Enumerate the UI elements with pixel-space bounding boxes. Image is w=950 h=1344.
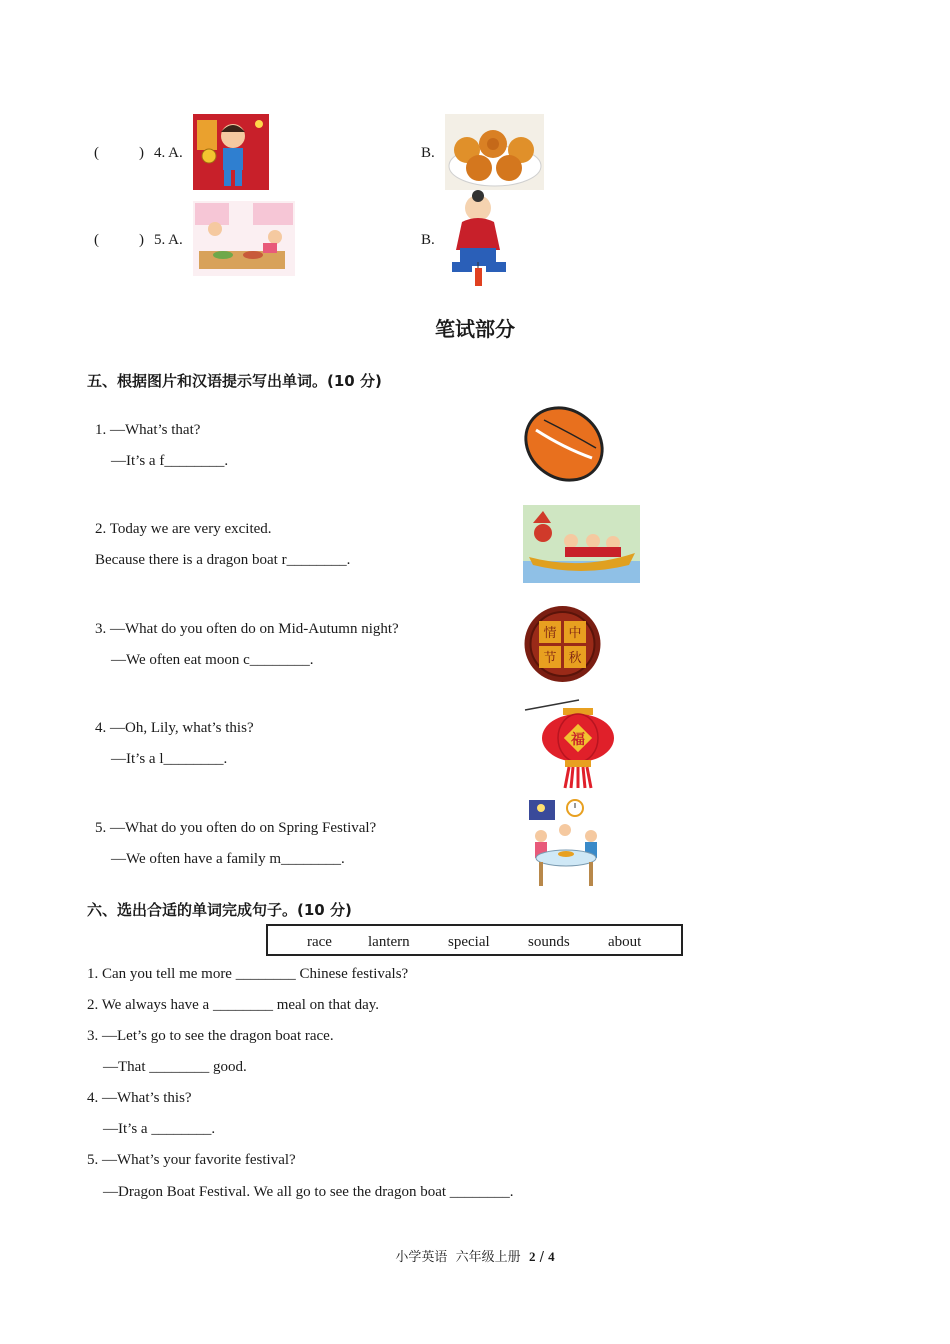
p6-line-1: 1. Can you tell me more ________ Chinese festivals? [87, 966, 409, 982]
dragon-boat-image[interactable] [523, 505, 640, 583]
p5-q1-line1: 1. —What’s that? [95, 422, 201, 438]
word-bank-lantern: lantern [368, 934, 410, 950]
part5-heading: 五、根据图片和汉语提示写出单词。(10 分) [87, 372, 382, 390]
p5-q4-line1: 4. —Oh, Lily, what’s this? [95, 720, 254, 736]
word-bank-sounds: sounds [528, 934, 570, 950]
page-footer [0, 1246, 950, 1265]
footer-subject: 小学英语 [395, 1250, 448, 1265]
p5-q5-line2: —We often have a family m________. [111, 851, 345, 867]
p6-line-2: 2. We always have a ________ meal on that day. [87, 997, 380, 1013]
p6-line-8: —Dragon Boat Festival. We all go to see the dragon boat ________. [103, 1184, 514, 1200]
q5-label-b: B. [421, 232, 435, 248]
p5-q2-line2: Because there is a dragon boat r________. [95, 552, 351, 568]
boy-firecracker-image[interactable] [442, 188, 515, 290]
q4-bracket-open: ( [94, 145, 99, 161]
p6-line-3: 3. —Let’s go to see the dragon boat race. [87, 1028, 334, 1044]
p5-q5-line1: 5. —What do you often do on Spring Festival? [95, 820, 377, 836]
q4-bracket-close: ) [139, 145, 144, 161]
p5-q3-line1: 3. —What do you often do on Mid-Autumn night? [95, 621, 399, 637]
p5-q4-line2: —It’s a l________. [111, 751, 228, 767]
mooncake-char-1: 情 [543, 626, 557, 641]
mooncake-char-4: 秋 [568, 651, 582, 666]
p5-q2-line1: 2. Today we are very excited. [95, 521, 272, 537]
q4-label-a: 4. A. [154, 145, 183, 161]
part6-heading: 六、选出合适的单词完成句子。(10 分) [87, 901, 352, 919]
family-meal-image[interactable] [525, 796, 607, 892]
p6-line-5: 4. —What’s this? [87, 1090, 192, 1106]
q5-label-a: 5. A. [154, 232, 183, 248]
footer-sep: / [539, 1250, 544, 1265]
q5-bracket-open: ( [94, 232, 99, 248]
mooncake-image[interactable] [523, 604, 602, 684]
q5-bracket-close: ) [139, 232, 144, 248]
p6-line-6: —It’s a ________. [103, 1121, 216, 1137]
mooncakes-plate-image[interactable] [445, 114, 544, 190]
q4-label-b: B. [421, 145, 435, 161]
word-bank-about: about [608, 934, 642, 950]
word-bank-box [266, 924, 683, 956]
footer-page: 2 [528, 1249, 536, 1264]
mooncake-char-2: 中 [568, 626, 582, 641]
p5-q1-line2: —It’s a f________. [111, 453, 229, 469]
word-bank-special: special [448, 934, 490, 950]
lantern-fu-char: 福 [571, 732, 585, 748]
mooncake-char-3: 节 [543, 651, 557, 666]
new-year-boy-image[interactable] [193, 114, 269, 190]
red-lantern-image[interactable] [523, 698, 616, 790]
p6-line-4: —That ________ good. [103, 1059, 247, 1075]
family-dinner-image[interactable] [193, 201, 295, 276]
word-bank-race: race [307, 934, 332, 950]
footer-total: 4 [548, 1249, 555, 1264]
section-title: 笔试部分 [435, 317, 515, 341]
football-image[interactable] [522, 404, 606, 484]
footer-grade: 六年级上册 [455, 1250, 521, 1265]
p6-line-7: 5. —What’s your favorite festival? [87, 1152, 296, 1168]
p5-q3-line2: —We often eat moon c________. [111, 652, 314, 668]
